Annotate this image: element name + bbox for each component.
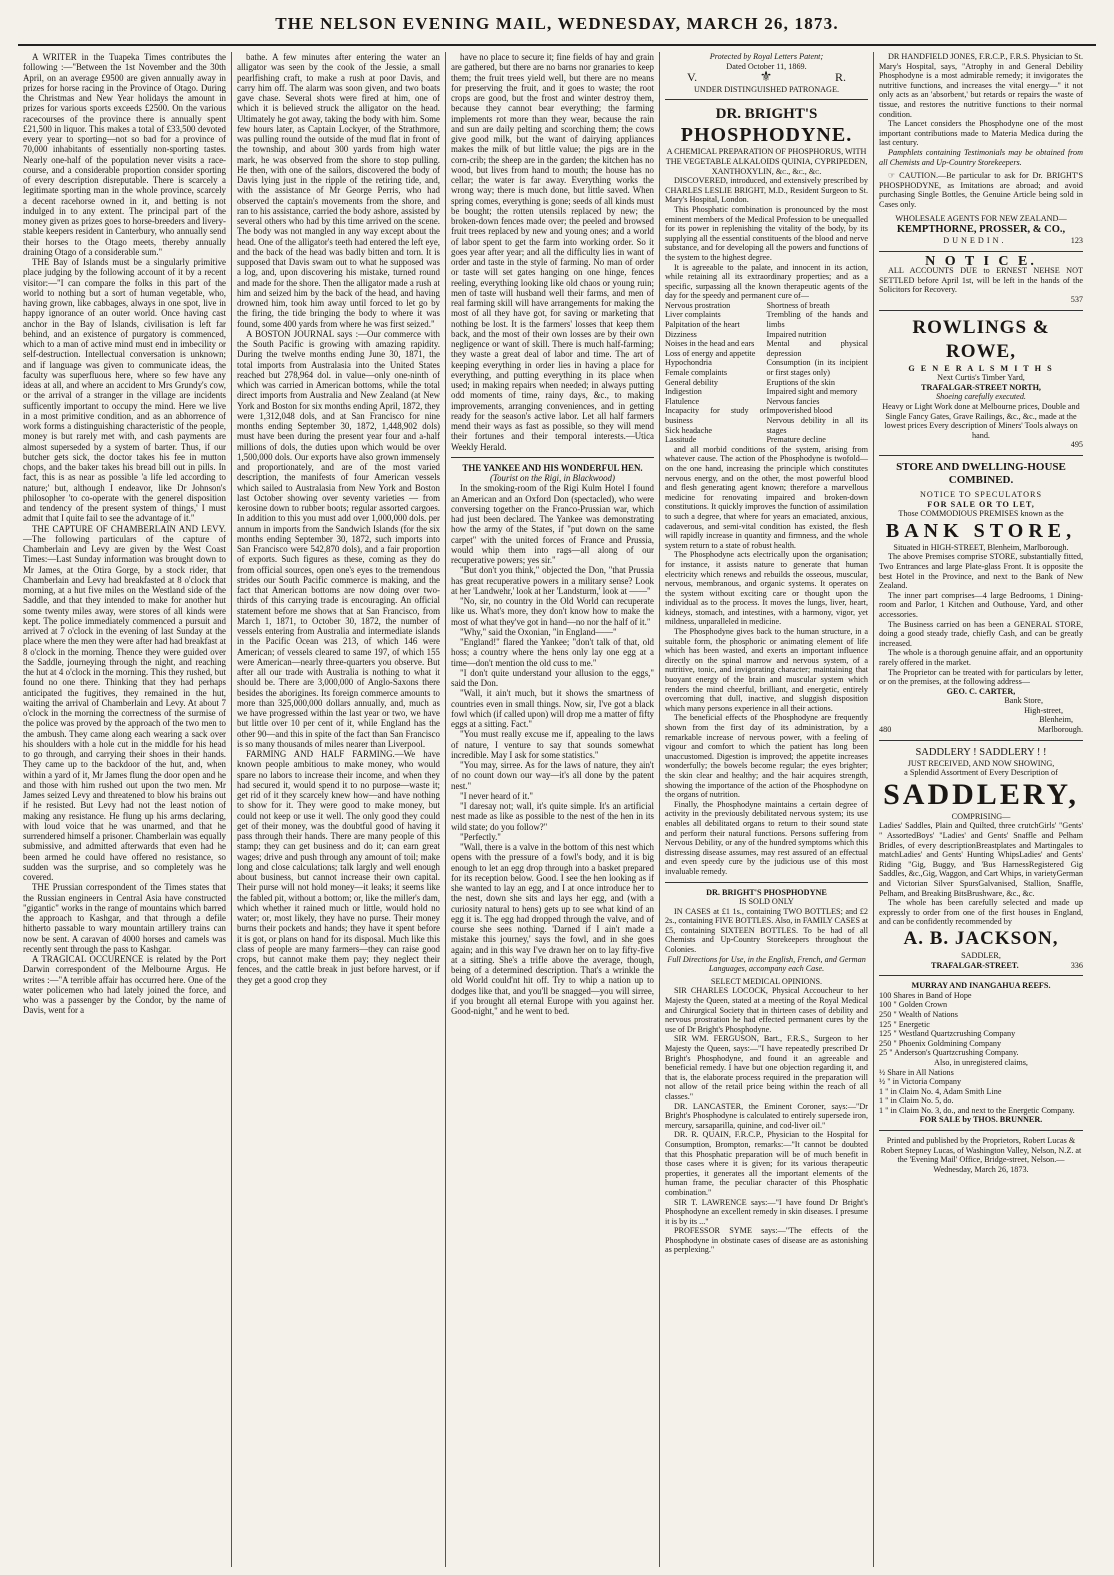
ailment-item: Indigestion bbox=[665, 387, 702, 397]
trafalgar-north: TRAFALGAR-STREET NORTH, bbox=[921, 382, 1041, 392]
saddlery-item: Gig, Waggon, and Cart Whips, in variety bbox=[922, 869, 1057, 879]
chem-line: A CHEMICAL PREPARATION OF PHOSPHORUS, WITH THE VEGETABLE ALKALOIDS QUINIA, CYPRIPEDEN, XANTHOXYLIN, &c., &c., &c. bbox=[665, 147, 868, 176]
those-premises: Those COMMODIOUS PREMISES known as the bbox=[898, 509, 1064, 519]
printed-by: Printed and published by the Proprietors, Robert Lucas & Robert Stepney Lucas, of Washington Valley, Nelson, N.Z. at the 'Evening Mail' Office, Bridge-street, Nelson.— bbox=[880, 1136, 1082, 1165]
divider bbox=[879, 251, 1083, 252]
situated: Situated in HIGH-STREET, Blenheim, Marlborough. bbox=[893, 542, 1069, 552]
ailment-item: Consumption (in its incipient or first stages only) bbox=[766, 358, 868, 378]
pamphlets: Pamphlets containing Testimonials may be obtained from all Chemists and Up-Country Storekeepers. bbox=[879, 147, 1083, 167]
divider bbox=[665, 99, 868, 100]
ailment-item: Impaired sight and memory bbox=[766, 387, 858, 397]
splendid: a Splendid Assortment of Every Description of bbox=[904, 768, 1058, 778]
claim-item: 1 " in Claim No. 5, do. bbox=[879, 1096, 954, 1106]
saddlery-item: Galvanised, Stallion, Snaffle, Pelham, and Breaking Bits bbox=[879, 879, 1083, 898]
article-capture: THE CAPTURE OF CHAMBERLAIN AND LEVY.—The following particulars of the capture of Chamberlain and Levy are given by the West Coast Times:—Last Sunday information was brought down to Mr James, at the Otira Gorge, by a stock rider, that Chamberlain and Levy had breakfasted at 8 o'clock that morning, at a hut five miles on the Westland side of the Saddle, and that they intended to make for another hut some twenty miles away, were stores of all kinds were kept. The police immediately commenced a pursuit and arrived at 7 o'clock in the evening of last Sunday at the place where the men they were after had had breakfast at 8 o'clock in the morning. Thence they were guided over the Saddle, journeying through the night, and reaching the hut at 4 o'clock in the morning. This they rushed, but found no one there. Thinking that they had perhaps anticipated the fugitives, they remained in the hut, waiting the arrival of Chamberlain and Levy. At about 7 o'clock in the morning the correctness of the surmise of the police was proved by the approach of the two men to the ambush. They came along each wearing a sack over his shoulders with a hole cut in the middle for his head to go through, and carrying their shoes in their hands. They came up to the backdoor of the hut, and, when within a yard of it, Mr James flung the door open and he and those with him rushed out upon the two men. Mr James seized Levy and threatened to blow his brains out if he resisted. But Levy had not the least notion of making any resistance. He flung up his arms declaring, with loud voice that he was unarmed, and that he surrendered himself a prisoner. Chamberlain was equally submissive, and admitted afterwards that even had he been armed he could have offered no resistance, so sudden was the surprise, and so completely was he covered. bbox=[23, 523, 226, 882]
discovered: DISCOVERED, introduced, and extensively prescribed by CHARLES LESLIE BRIGHT, M.D., Resident Surgeon to St. Mary's Hospital, London. bbox=[665, 176, 868, 205]
beneficial: The beneficial effects of the Phosphodyne are frequently shown from the first day of its administration, by a remarkable increase of nervous power, with a feeling of vigour and comfort to which the patient has long been unaccustomed. Digestion is improved; the appetite increases wonderfully; the bowels become regular; the eyes brighter; the skin clear and healthy; and the hair acquires strength, showing the importance of the action of the Phosphodyne on the organs of nutrition. bbox=[665, 713, 868, 800]
divider bbox=[451, 457, 654, 458]
ailment-item: Incapacity for study or business bbox=[665, 406, 767, 425]
saddlery-item: Ladies' and Gents' Riding " bbox=[879, 850, 1083, 869]
ailment-item: Dizziness bbox=[665, 329, 697, 339]
wholesale: WHOLESALE AGENTS FOR NEW ZEALAND— bbox=[895, 213, 1067, 223]
yankee-p: "Wall, there is a valve in the bottom of this nest which opens with the pressure of a fowl's body, and it is big enough to let an egg drop through into a basket prepared for its reception below. Good. I see the hen looking as if she wanted to lay an egg, and I at once introduce her to the nest, down she sits and lays her egg, and (with a curiosity natural to hens) gets up to see what kind of an egg it is. The egg had dropped through the valve, and of course she sees nothing. 'Darned if I ain't made a mistake this journey,' says the fowl, and in she goes again; and in this way I've drawn her on to lay fifty-five at a sitting. She's a trifle above the average, though, being of a determined description. That's a wrinkle the old World could'nt hit off. Try to whip a nation up to dodges like that, and you'll be snagged—you will sirree, if you brought all eternal Europe with you against her. Good-night," and he went to bed. bbox=[451, 842, 654, 1016]
claim-item: 1 " in Claim No. 4, Adam Smith Line bbox=[879, 1086, 1002, 1096]
ailments-left bbox=[665, 301, 767, 445]
share-item: 100 " Golden Crown bbox=[879, 1000, 948, 1010]
column-4 bbox=[660, 52, 874, 1567]
ad-number: 480 bbox=[879, 725, 892, 735]
opinion: SIR CHARLES LOCOCK, Physical Accoucheur to her Majesty the Queen, stated at a meeting of the Royal Medical and Chirurgical Society that in thirteen cases of debility and nervous prostration he had effected permanent cures by the use of Dr Bright's Phosphodyne. bbox=[665, 986, 868, 1034]
bank-store-title: BANK STORE, bbox=[885, 519, 1077, 542]
masthead bbox=[18, 14, 1096, 46]
proprietor: The Proprietor can be treated with for particulars by letter, or on the premises, at the following address— bbox=[879, 667, 1083, 687]
pointing-hand-icon: ☞ bbox=[888, 171, 896, 181]
saddlery-item: Gents' " Assorted bbox=[879, 821, 1083, 841]
shoeing: Shoeing carefully executed. bbox=[936, 392, 1026, 402]
yankee-p: "I daresay not; wall, it's quite simple. It's an artificial nest made as like as possible to the nest of the hen in its wild state; do you follow?" bbox=[451, 801, 654, 832]
crest-icon: ⚜ bbox=[759, 70, 773, 86]
saddlery-item: Breastplates and Martingales to match bbox=[879, 840, 1083, 860]
share-item: 250 " Phoenix Goldmining Company bbox=[879, 1038, 1002, 1048]
yankee-p: "Perfectly." bbox=[460, 831, 501, 842]
article-boston: A BOSTON JOURNAL says :—Our commerce with the South Pacific is growing with amazing rapidity. During the twelve months ending June 30, 1871, the total imports from Australasia into the United States reached but 278,964 dol. in value—only one-ninth of which was carried in American bottoms, while the total direct imports from Australia and New Zealand (at New York and Boston for six months ending April, 1872, they were 1,312,048 dols, and at San Francisco for nine months ending September 30, 1872, 1,448,902 dols) must have been during the present year four and a-half millions of dols, the duties upon which would be over 1,500,000 dols. Our exports have also grown immensely and proportionately, and are of the most varied description, the manifests of four American vessels which sailed to Australasia from New York and Boston last October showing over seventy varieties — from kerosine down to rubber boots; regular assorted cargoes. In addition to this you must add over 1,000,000 dols. per annum in imports from the Sandwich Islands (for the six months ending September 30, 1872, such imports into San Francisco were 542,870 dols), and a fair proportion of exports. Such figures as these, coming as they do from official sources, open one's eyes to the tremendous strides our South Pacific commerce is making, and the fact that American bottoms are now doing over two-thirds of this carrying trade is encouraging. An official statement before me shows that at San Francisco, from March 1, 1871, to October 30, 1872, the number of vessels entering from Australia and intermediate islands in the Pacific Ocean was 213, of which 146 were American; of vessels cleared to same 197, of which 155 were American—nearly three-quarters you observe. But after all our trade with Australia is nothing to what it should be. There are 3,000,000 of Anglo-Saxons there besides the aborigines. Its foreign commerce amounts to more than 325,000,000 dollars annually, and, much as we have progressed within the last year or two, we have but little over 10 per cent of it, while England has the other 90—and this in spite of the fact than San Francisco is so many thousands of miles nearer than Liverpool. bbox=[237, 328, 440, 749]
murray-title: MURRAY AND INANGAHUA REEFS. bbox=[911, 981, 1051, 991]
yankee-heading: THE YANKEE AND HIS WONDERFUL HEN. bbox=[462, 462, 643, 473]
dated-line: Dated October 11, 1869. bbox=[726, 61, 807, 71]
ailment-item: Impoverished blood bbox=[766, 406, 833, 416]
store-title: STORE AND DWELLING-HOUSE COMBINED. bbox=[896, 461, 1066, 486]
ailment-item: Premature decline bbox=[766, 435, 826, 445]
divider bbox=[879, 310, 1083, 311]
yankee-subheading: (Tourist on the Rigi, in Blackwood) bbox=[490, 473, 615, 483]
ailment-item: Palpitation of the heart bbox=[665, 320, 740, 330]
smiths: G E N E R A L S M I T H S bbox=[908, 363, 1054, 373]
opinion: DR. LANCASTER, the Eminent Coroner, says:—"Dr Bright's Phosphodyne is calculated to entirely supersede iron, mercury, sarsaparilla, quinine, and cod-liver oil." bbox=[665, 1101, 868, 1130]
blenheim: Blenheim, bbox=[1039, 715, 1073, 725]
yankee-p: "Wall, it ain't much, but it shows the smartness of countries even in small things. Now, sir, I've got a black fowl which (if called upon) will drop me a matter of fifty eggs at a sitting. Fact." bbox=[451, 688, 654, 729]
saddlery-items bbox=[879, 821, 1083, 898]
premises: The above Premises comprise STORE, substantially fitted, Two Entrances and large Plate-glass Front. It is opposite the best Hotel in the Province, and next to the Bank of New Zealand. bbox=[879, 552, 1083, 591]
combination: This Phosphatic combination is pronounced by the most eminent members of the Medical Profession to be unequalled for its power in replenishing the vitality of the body, by its supplying all the essential constituents of the blood and nerve substance, and for developing all the powers and functions of the system to the highest degree. bbox=[665, 204, 868, 262]
heavy-work: Heavy or Light Work done at Melbourne prices, Double and Single Fancy Gates, Grave Railings, &c., &c., made at the lowest prices Every description of Miners' Tools always on hand. bbox=[882, 402, 1080, 440]
yankee-p: In the smoking-room of the Rigi Kulm Hotel I found an American and an Oxford Don (spectacled), who were conversing together on the Franco-Prussian war, which had just been declared. The Yankee was demonstrating how the army of the States, if "put down on the same carpet" with the united forces of France and Prussia, would whip them into rags—all along of our recuperative powers; yes sir." bbox=[451, 483, 654, 565]
kempthorne: KEMPTHORNE, PROSSER, & CO., bbox=[896, 224, 1066, 236]
for-sale-by: FOR SALE by THOS. BRUNNER. bbox=[919, 1115, 1043, 1125]
drbright-title: DR. BRIGHT'S bbox=[715, 106, 818, 123]
notice-speculators: NOTICE TO SPECULATORS bbox=[920, 490, 1042, 499]
column-1 bbox=[18, 52, 232, 1567]
ailments-list bbox=[665, 301, 868, 445]
saddlery-item: Brushware, &c., &c. bbox=[966, 888, 1035, 898]
yankee-p: "But don't you think," objected the Don, "that Prussia has great recuperative powers in a military sense? Look at her 'Landwehr,' look at her 'Landsturm,' look at ——" bbox=[451, 565, 654, 596]
whole-selected: The whole has been carefully selected and made up expressly to order from one of the first houses in England, and can be confidently recommended by bbox=[879, 898, 1083, 927]
ailment-item: Flatulence bbox=[665, 396, 700, 406]
directions: Full Directions for Use, in the English, French, and German Languages, accompany each Case. bbox=[667, 954, 866, 974]
saddlery-top: SADDLERY ! SADDLERY ! ! bbox=[915, 746, 1047, 758]
column-5 bbox=[874, 52, 1088, 1567]
article-farming: FARMING AND HALF FARMING.—We have known people ambitious to make money, who would spare no labors to increase their income, and when they had secured it, would spend it to no purpose—waste it; get rid of it they scarcely knew how—and have nothing to show for it. They were good to make money, but could not keep or use it well. The only good they could get of their money, was the doubtful good of having it pass through their hands. There are many people of this stamp; they can get business and do it; can earn great wages; drive and push through any amount of toil; make long and close calculations; talk largly and well enough about business, but cannot increase their own capital. Their purse will not hold money—it leaks; it seems like the fabled pit, without a bottom; or, like the miller's dam, which whether it rained much or little, would hold no water; or, most likely, they have no purse. Their money burns their pockets and hands; they have it spent before it is got, or plans on hand for its disposal. Much like this class of people are many farmers—they can raise good crops, but cannot make them pay; they neglect their fences, and the cattle break in just before harvest, or if they get a good crop they bbox=[237, 749, 440, 985]
opinion: PROFESSOR SYME says:—"The effects of the Phosphodyne in obstinate cases of disease are as astonishing as perplexing." bbox=[665, 1226, 868, 1255]
acts: The Phosphodyne acts electrically upon the organisation; for instance, it assists nature to generate that human electricity which renews and rebuilds the osseous, muscular, nervous, membranous, and organic systems. It operates on the system without exciting care or thought upon the individual as to the process. It moves the lungs, liver, heart, kidneys, stomach, and intestines, with a harmony, vigor, yet mildness, unparalleled in medicine. bbox=[665, 550, 868, 627]
phosphodyne-title: PHOSPHODYNE. bbox=[680, 124, 853, 147]
claim-item: 1 " in Claim No. 3, do., and next to the Energetic Company. bbox=[879, 1105, 1075, 1115]
article-kashgar: THE Prussian correspondent of the Times states that the Russian engineers in Central Asia have constructed "gigantic" works in the range of mountains which barred the approach to Kashgar, and that through a defile hitherto passable to wary mountain artillery trains can now be sent. A caravan of 4000 horses and camels was recently sent through the pass to Kashgar. bbox=[23, 882, 226, 954]
saddlery-item: Ladies' and Gents' Hunting Whips bbox=[899, 850, 1020, 860]
ailment-item: Loss of energy and appetite bbox=[665, 348, 756, 358]
ailment-item: Noises in the head and ears bbox=[665, 339, 755, 349]
yankee-p: "England!" flared the Yankee; "don't talk of that, old hoss; a country where the hens only lay one egg at a time—don't mention the old cuss to me." bbox=[451, 637, 654, 668]
carter: GEO. C. CARTER, bbox=[946, 686, 1016, 696]
ad-number: 537 bbox=[1070, 295, 1083, 305]
article-tragical: A TRAGICAL OCCURENCE is related by the Port Darwin correspondent of the Melbourne Argus. He writes :—"A terrible affair has occurred here. One of the water policemen who had lately joined the force, and who was a passenger by the Condor, by the name of Davis, went for a bbox=[23, 954, 226, 1016]
yankee-p: "Why," said the Oxonian, "in England——" bbox=[460, 626, 617, 637]
protected-line: Protected by Royal Letters Patent; bbox=[709, 52, 824, 61]
ad-number: 495 bbox=[1070, 440, 1083, 450]
column-3 bbox=[446, 52, 660, 1567]
ailment-item: Impaired nutrition bbox=[766, 329, 827, 339]
ailment-item: Eruptions of the skin bbox=[766, 377, 835, 387]
divider bbox=[879, 740, 1083, 741]
article-tuapeka: A WRITER in the Tuapeka Times contributes the following :—"Between the 1st November and the 30th April, on an average £9500 are given annually away in prizes for horse racing in the Province of Otago. During the Christmas and New Year holidays the amount in prizes for various sports exceeds £2500. On the various racecourses of the province there is annually spent £21,500 in liquor. This makes a total of £33,500 devoted every year to sporting—not so bad for a province of 70,000 inhabitants of essentially non-sporting tastes. Nearly one-half of the population never visits a race-course, and a considerable proportion consider sporting of every description disreputable. There is scarcely a legitimate sporting man in the whole province, scarcely a decent racehorse owned in it, and betting is not indulged in to any extent. The principal part of the money given as prizes goes to horse-breeders and livery-stable keepers resident in Canterbury, who annually send their horses to the Otago meets, thereby annually draining Otago of a considerable sum." bbox=[23, 52, 226, 257]
opinion: DR. R. QUAIN, F.R.C.P., Physician to the Hospital for Consumption, Brompton, remarks:—"It cannot be doubted that this Phosphatic preparation will be of much benefit in those cases where it is given; for its various therapeutic properties, it generates all the important elements of the human frame, the peculiar character of this Phosphatic combination." bbox=[665, 1130, 868, 1197]
divider bbox=[879, 455, 1083, 456]
gives: The Phosphodyne gives back to the human structure, in a suitable form, the phosphoric or animating element of life which has been wasted, and exerts an important influence directly on the spinal marrow and nervous system, of a nutritive, tonic, and invigorating character; maintaining that buoyant energy of the brain and muscular system which renders the mind cheerful, brilliant, and energetic, entirely overcoming that dull, inactive, and sluggish disposition which many persons experience in all their actions. bbox=[665, 627, 868, 713]
morbid: and all morbid conditions of the system, arising from whatever cause. The action of the Phosphodyne is twofold—on the one hand, increasing the principle which constitutes nervous energy, and on the other, the most powerful blood and flesh generating agent known; therefore a marvellous medicine for renovating impaired and broken-down constitutions. It quickly improves the function of assimilation to such a degree, that where for years an emaciated, anxious, cadaverous, and semi-vital condition has existed, the flesh will rapidly increase in quantity and firmness, and the whole system return to a state of robust health. bbox=[665, 444, 868, 550]
saddlery-item: Boys' " bbox=[915, 831, 943, 841]
imprint-date: Wednesday, March 26, 1873. bbox=[933, 1164, 1029, 1174]
v-letter: V. bbox=[687, 70, 698, 85]
sold-only: IS SOLD ONLY bbox=[739, 897, 794, 907]
whole: The whole is a thorough genuine affair, and an opportunity rarely offered in the market. bbox=[879, 648, 1083, 667]
just-received: JUST RECEIVED, AND NOW SHOWING, bbox=[907, 758, 1055, 768]
accounts: ALL ACCOUNTS DUE to ERNEST NEHSE NOT SETTLED before April 1st, will be left in the hands of the Solicitors for Recovery. bbox=[879, 266, 1083, 295]
jackson-row bbox=[879, 961, 1083, 971]
comprising: COMPRISING— bbox=[951, 811, 1011, 821]
claim-item: ½ " in Victoria Company bbox=[879, 1077, 962, 1087]
opinions-head: SELECT MEDICAL OPINIONS. bbox=[710, 976, 823, 986]
saddlery-item: Ladies' Saddles, Plain and Quilted, three crutch bbox=[879, 821, 1039, 831]
patronage: UNDER DISTINGUISHED PATRONAGE. bbox=[693, 84, 840, 94]
trafalgar-street: TRAFALGAR-STREET. bbox=[930, 960, 1019, 970]
ailment-item: Hypochondria bbox=[665, 358, 712, 368]
yankee-p: "I don't quite understand your allusion to the eggs," said the Don. bbox=[451, 667, 654, 688]
ailment-item: Shortness of breath bbox=[766, 300, 830, 310]
yankee-p: "I never heard of it." bbox=[460, 790, 534, 801]
ailment-item: Nervous fancies bbox=[766, 396, 820, 406]
share-item: 100 Shares in Band of Hope bbox=[879, 990, 972, 1000]
jackson-title: A. B. JACKSON, bbox=[903, 927, 1059, 949]
saddlery-title: SADDLERY, bbox=[883, 777, 1079, 811]
ad-number: 336 bbox=[1070, 960, 1083, 970]
lancet: The Lancet considers the Phosphodyne one of the most important contributions made to Materia Medica during the last century. bbox=[879, 119, 1083, 148]
article-bay-of-islands: THE Bay of Islands must be a singularly primitive place judging by the following account of it by a recent visitor:—"I can compare the folks in this part of the world to nothing but a sort of human vegetable, who, having grown, like cabbages, always in one spot, live in happy ignorance of an outer world. Once having cast anchor in the Bay of Islands, civilisation is left far behind, and an existence of purgatory is commenced, which to a man of active mind must end in imbecility or self-destruction. Intellectual conversation is unknown; and if language was given to communicate ideas, the faculty was superfluous here, where so few have any ideas at all, and where an accident to Mrs Grundy's cow, or the arrival of a stranger in the village are incidents sufficently important to occupy the mind. Here we live in a most primitive condition, and as an abhorrence of work forms a distinguishing characteristic of the people, money is but rarely met with, and cash payments are almost superseded by a system of barter. Thus, if our butcher gets sick, the doctor takes his fee in mutton chops, and the baker takes his bread bill out in pills. In fact, this is as near as possible 'a life led according to nature;' but, although I endeavor, like Dr Johnson's philosopher 'to co-operate with the generel disposition and tendency of the present system of things,' I must admit that I quite fail to see the advantage of it." bbox=[23, 257, 226, 524]
yankee-p: "You may, sirree. As for the laws of nature, they ain't of no count down our way—it's all done by the patent nest." bbox=[451, 760, 654, 791]
saddlery-item: Girls' " bbox=[1038, 821, 1063, 831]
for-sale: FOR SALE OR TO LET, bbox=[927, 499, 1035, 509]
ailments-right bbox=[767, 301, 869, 445]
saddlery-item: German and Victorian Silver Spurs bbox=[879, 869, 1083, 888]
columns bbox=[18, 52, 1100, 1567]
business: The Business carried on has been a GENERAL STORE, doing a good steady trade, chiefly Cash, and can be greatly increased. bbox=[879, 619, 1083, 648]
ailment-item: Sick headache bbox=[665, 425, 713, 435]
saddlery-item: Registered Gig Saddles, &c., bbox=[879, 859, 1083, 879]
yankee-p: "No, sir, no country in the Old World can recuperate like us. What's more, they don't know how to make the most of what they've got in hand—no nor the half of it." bbox=[451, 596, 654, 627]
share-item: 250 " Wealth of Nations bbox=[879, 1009, 958, 1019]
ailment-item: General debility bbox=[665, 377, 718, 387]
notice-title: N O T I C E. bbox=[925, 253, 1037, 269]
ailment-item: Liver complaints bbox=[665, 310, 721, 320]
sold-head: DR. BRIGHT'S PHOSPHODYNE bbox=[706, 887, 827, 897]
article-alligator: bathe. A few minutes after entering the water an alligator was seen by the cook of the Jessie, a small pearlfishing craft, to make a rush at poor Davis, and carry him off. The alarm was soon given, and two boats gave chase. Several shots were fired at him, one of which it is believed struck the alligator on the head. Ultimately he got away, taking the body with him. Some few hours later, as Captain Lockyer, of the Strathmore, was pulling round the outside of the mud flat in front of the township, and about 300 yards from high water mark, he was observed from the shore to stop pulling. He then, with one of the sailors, discovered the body of Davis lying just in the ripple of the retiring tide, and, with the assistance of Mr George Perris, who had observed the captain's movements from the shore, and ran to his assistance, carried the body ashore, assisted by several others who had by this time arrived on the scene. The body was not mangled in any way except about the head. One of the alligator's teeth had entered the left eye, and the back of the head was badly bitten and torn. It is supposed that Davis swam out to what he supposed was a log, and, upon discovering his mistake, turned round and made for the shore. Then the alligator made a rush at him and seized him by the back of the head, and having drowned him, took him away until forced to let go by the firing, the tide bringing the body to where it was found, some 400 yards from where he was first seized." bbox=[237, 52, 440, 329]
bank-store: Bank Store, bbox=[1004, 696, 1043, 706]
also-claims: Also, in unregistered claims, bbox=[934, 1057, 1028, 1067]
caution-text: CAUTION.—Be particular to ask for Dr. BRIGHT'S PHOSPHODYNE, as Imitations are abroad; and avoid purchasing Single Bottles, the Genuine Article being sold in Cases only. bbox=[879, 171, 1083, 209]
shares-list bbox=[879, 991, 1083, 1058]
marlborough: Marlborough. bbox=[1037, 725, 1083, 735]
opinion: SIR T. LAWRENCE says:—"I have found Dr Bright's Phosphodyne an excellent remedy in skin diseases. I presume it is by its ..." bbox=[665, 1197, 868, 1226]
yankee-p: "You must really excuse me if, appealing to the laws of nature, I venture to say that sounds somewhat incredible. May I ask for some statistics." bbox=[451, 729, 654, 760]
divider bbox=[879, 975, 1083, 976]
article-farming-cont: have no place to secure it; fine fields of hay and grain are gathered, but there are no barns nor granaries to keep them; the fruit trees yield well, but there are no means for preserving the fruit, and it goes to waste; the root crops are good, but the frost and winter destroy them, because they cannot bear everything; the farming implements rot more than they wear, because the rain and sun are daily pelting and scorching them; the cows give good milk, but the want of dairying appliances makes the milk of but little value; the pigs are in the corn-crib; the sheep are in the garden; the kitchen has no wood, but lives from hand to mouth; the house has no cellar; the water is far away. Everything works the wrong way; there is much done, but little saved. When spring comes, everything is gone; seeds of all kinds must be bought; the rotten utensils replaced by new; the broken-down fences made over; the peeled and browsed fruit trees replaced by new and young ones; and a world of labor spent to get the farm into working order. So it goes year after year; and all the difficulty lies in want of order and taste in the style of farming. No man of order or taste will set gates hanging on one hinge, fences reeling, everything looking like old chaos or young ruin; men of taste will husband well their farms, and men of real farming skill will have arrangements for making the most of all they have got, for saving or marketing that nothing be lost. It is the farmers' losses that keep them back, and the most of their own losses are by their own negligence or want of skill. There is much half-farming; they waste a great deal of labor and time. The art of keeping everything in order lies in having a place for everything, and putting everything in its place when used; in making repairs when needed; in always putting odd moments of time, rainy days, &c., to making improvements, arranging conveniences, and in getting ready for the season's active labor. Let all half farmers mend their ways as fast as possible, so they will mend their fortunes and their temporal interests.—Utica Weekly Herald. bbox=[451, 52, 654, 452]
masthead-title: THE NELSON EVENING MAIL, WEDNESDAY, MARCH 26, 1873. bbox=[275, 14, 839, 33]
claim-item: ½ Share in All Nations bbox=[879, 1067, 954, 1077]
ailment-item: Trembling of the hands and limbs bbox=[766, 310, 868, 330]
opinion: SIR WM. FERGUSON, Bart., F.R.S., Surgeon to her Majesty the Queen, says:—"I have repeatedly prescribed Dr Bright's Phosphodyne, and found it an agreeable and beneficial remedy. I have but one objection regarding it, and that is, the elaborate process required in the preparation will not allow of the retail price being within the reach of all classes." bbox=[665, 1034, 868, 1101]
caution bbox=[879, 171, 1083, 209]
agreeable: It is agreeable to the palate, and innocent in its action, while retaining all its extraordinary properties; and as a specific, surpassing all the known therapeutic agents of the day for the speedy and permanent cure of— bbox=[665, 262, 868, 301]
ailment-item: Nervous debility in all its stages bbox=[766, 416, 868, 435]
dunedin: DUNEDIN. bbox=[943, 236, 1007, 246]
rowlings-title: ROWLINGS & ROWE, bbox=[912, 316, 1050, 362]
royal-arms bbox=[665, 71, 868, 85]
saddlery-item: Gig, Buggy, and 'Bus Harness bbox=[911, 859, 1029, 869]
finally: Finally, the Phosphodyne maintains a certain degree of activity in the previously debilitated nervous system; its use enables all debilitated organs to return to their sound state and perform their natural functions. Persons suffering from Nervous Debility, or any of the hundred symptoms which this distressing disease assumes, may rest assured of an effectual and even speedy cure by the judicious use of this most invaluable remedy. bbox=[665, 799, 868, 876]
cases: IN CASES at £1 1s., containing TWO BOTTLES; and £2 2s., containing FIVE BOTTLES. Also, in FAMILY CASES at £5, containing SIXTEEN BOTTLES. To be had of all Chemists and Up-Country Storekeepers throughout the Colonies. bbox=[665, 906, 868, 955]
column-2 bbox=[232, 52, 446, 1567]
ailment-item: Nervous prostration bbox=[665, 300, 731, 310]
r-letter: R. bbox=[834, 70, 846, 85]
dunedin-row bbox=[879, 236, 1083, 246]
share-item: 25 " Anderson's Quartzcrushing Company. bbox=[879, 1048, 1019, 1058]
ailment-item: Lassitude bbox=[665, 435, 697, 445]
ad-number: 123 bbox=[1070, 236, 1083, 246]
next-to: Next Curtis's Timber Yard, bbox=[937, 373, 1025, 383]
handfield: DR HANDFIELD JONES, F.R.C.P., F.R.S. Physician to St. Mary's Hospital, says, "Atrophy in and General Debility Phosphodyne is a most admirable remedy; it invigorates the nutritive functions, and increases the vital energy—" it not only acts as an 'absorbent,' but retards or repairs the waste of tissue, and restores the nutritive functions to their normal condition. bbox=[879, 52, 1083, 119]
share-item: 125 " Westland Quartzcrushing Company bbox=[879, 1029, 1016, 1039]
inner: The inner part comprises—4 large Bedrooms, 1 Dining-room and Parlor, 1 Kitchen and Outhouse, Yard, and other accessories. bbox=[879, 590, 1083, 619]
divider bbox=[879, 1130, 1083, 1131]
carter-row bbox=[879, 725, 1083, 735]
ailment-item: Female complaints bbox=[665, 368, 728, 378]
divider bbox=[665, 882, 868, 883]
saddler: SADDLER, bbox=[961, 950, 1001, 960]
high-street: High-street, bbox=[1024, 705, 1063, 715]
claims-list bbox=[879, 1068, 1083, 1116]
saddlery-item: Ladies' and Gents' Snaffle and Pelham Bridles, of every description bbox=[879, 831, 1083, 850]
ailment-item: Mental and physical depression bbox=[766, 339, 868, 358]
share-item: 125 " Energetic bbox=[879, 1019, 930, 1029]
